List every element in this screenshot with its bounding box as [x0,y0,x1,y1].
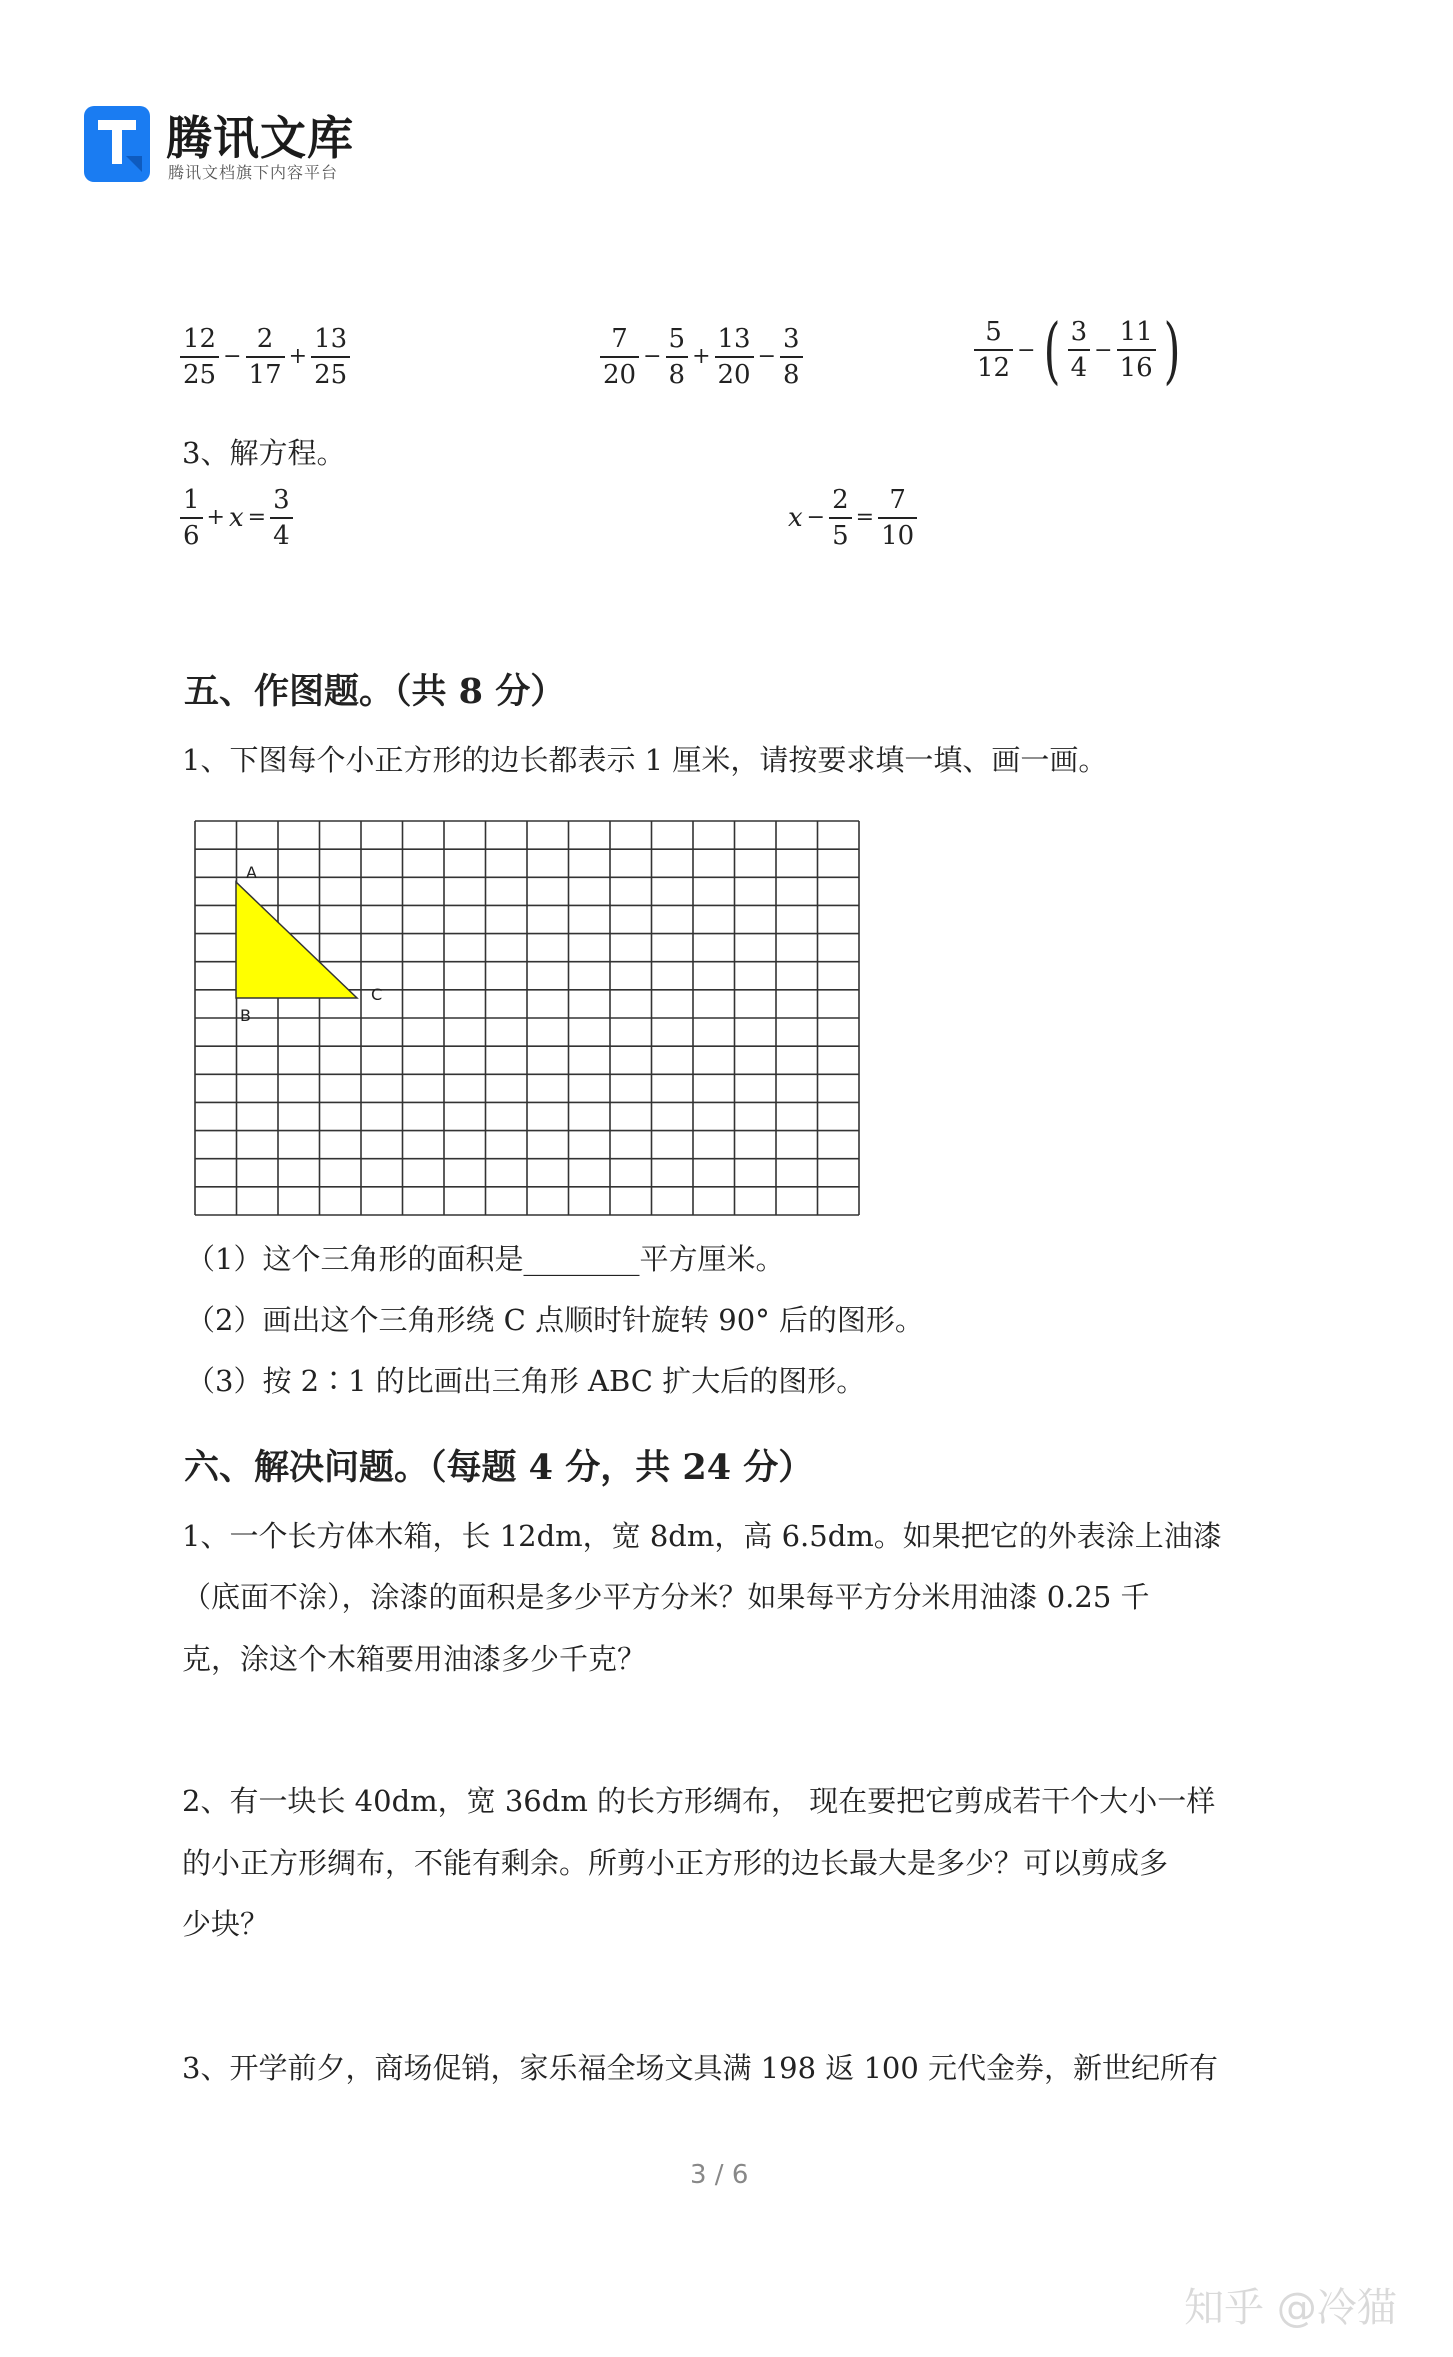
section5-sub-3: （3）按 2∶1 的比画出三角形 ABC 扩大后的图形。 [186,1364,866,1398]
fraction: $\frac{13}{25}$ [311,322,350,392]
section6-question-1-line-2: （底面不涂），涂漆的面积是多少平方分米？如果每平方分米用油漆 0.25 千 [182,1580,1150,1614]
section6-question-2-line-1: 2、有一块长 40dm，宽 36dm 的长方形绸布， 现在要把它剪成若干个大小一样 [182,1784,1216,1818]
fraction: $\frac{3}{8}$ [780,322,803,392]
section6-question-2-line-2: 的小正方形绸布，不能有剩余。所剪小正方形的边长最大是多少？可以剪成多 [182,1846,1169,1880]
fraction: $\frac{3}{4}$ [270,483,293,553]
square-grid [194,820,860,1216]
equations-heading: 3、解方程。 [182,436,346,470]
section6-question-1-line-1: 1、一个长方体木箱，长 12dm，宽 8dm，高 6.5dm。如果把它的外表涂上油漆 [182,1519,1222,1553]
label-b: B [240,1006,251,1025]
fraction: $\frac{5}{8}$ [666,322,689,392]
section5-heading: 五、作图题。（共 8 分） [184,671,566,712]
section6-question-2-line-3: 少块？ [182,1907,270,1941]
page-number: 3 / 6 [690,2160,749,2190]
section5-question-1: 1、下图每个小正方形的边长都表示 1 厘米，请按要求填一填、画一画。 [182,743,1108,777]
tencent-wenku-logo-icon [84,106,150,182]
section5-sub-1: （1）这个三角形的面积是________平方厘米。 [186,1242,785,1276]
section6-question-1-line-3: 克，涂这个木箱要用油漆多少千克？ [182,1642,647,1676]
calc-expression-3: $\frac{5}{12}$ − ( $\frac{3}{4}$ − $\frac{11}{16}$ ) [972,314,1186,386]
left-paren: ( [1043,308,1061,392]
equation-2: x − $\frac{2}{5}$ = $\frac{7}{10}$ [786,483,919,553]
logo-title: 腾讯文库 [166,111,354,165]
right-paren: ) [1163,308,1181,392]
fraction: $\frac{13}{20}$ [715,322,754,392]
calc-expression-2: $\frac{7}{20}$ − $\frac{5}{8}$ + $\frac{13}{20}$ − $\frac{3}{8}$ [598,322,805,392]
fraction: $\frac{2}{5}$ [829,483,852,553]
logo-subtitle: 腾讯文档旗下内容平台 [168,163,339,182]
triangle-abc [236,882,357,998]
fraction: $\frac{11}{16}$ [1117,315,1156,385]
fraction: $\frac{7}{10}$ [878,483,917,553]
fraction: $\frac{1}{6}$ [180,483,203,553]
zhihu-watermark: 知乎 @冷猫 [1184,2285,1397,2331]
section6-question-3-line-1: 3、开学前夕，商场促销，家乐福全场文具满 198 返 100 元代金券，新世纪所有 [182,2051,1219,2085]
fraction: $\frac{5}{12}$ [974,315,1013,385]
fraction: $\frac{12}{25}$ [180,322,219,392]
section6-heading: 六、解决问题。（每题 4 分，共 24 分） [184,1447,814,1488]
calc-expression-1: $\frac{12}{25}$ − $\frac{2}{17}$ + $\frac{13}{25}$ [178,322,352,392]
equation-1: $\frac{1}{6}$ + x = $\frac{3}{4}$ [178,483,295,553]
fraction: $\frac{7}{20}$ [600,322,639,392]
fraction: $\frac{2}{17}$ [246,322,285,392]
fraction: $\frac{3}{4}$ [1068,315,1091,385]
section5-sub-2: （2）画出这个三角形绕 C 点顺时针旋转 90° 后的图形。 [186,1303,924,1337]
label-a: A [246,863,257,882]
label-c: C [371,985,383,1004]
